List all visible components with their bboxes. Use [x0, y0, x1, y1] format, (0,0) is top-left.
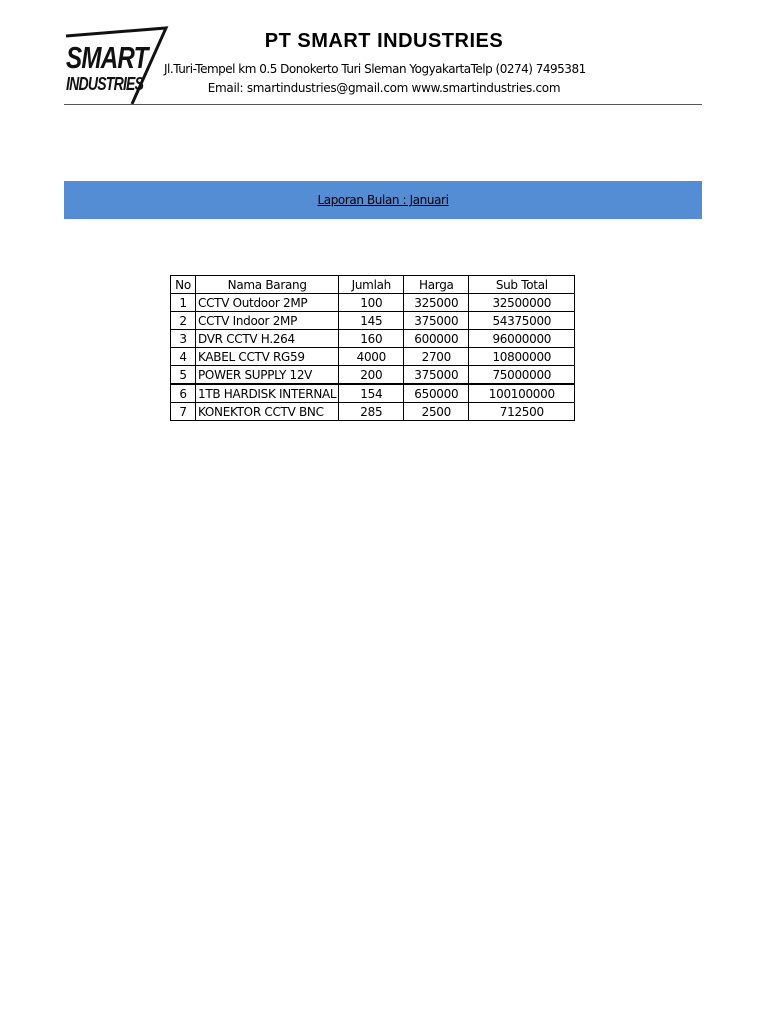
header-no: No — [171, 276, 196, 294]
table-header-row — [171, 276, 575, 294]
cell-subtotal: 32500000 — [469, 294, 575, 312]
cell-name: KABEL CCTV RG59 — [196, 348, 339, 366]
items-table — [170, 275, 575, 421]
cell-name: CCTV Outdoor 2MP — [196, 294, 339, 312]
cell-name: 1TB HARDISK INTERNAL — [196, 384, 339, 403]
cell-qty: 145 — [339, 312, 404, 330]
cell-no: 6 — [171, 384, 196, 403]
logo-line-smart: SMART — [66, 40, 148, 75]
cell-name: KONEKTOR CCTV BNC — [196, 403, 339, 421]
cell-name: DVR CCTV H.264 — [196, 330, 339, 348]
cell-price: 600000 — [404, 330, 469, 348]
cell-no: 4 — [171, 348, 196, 366]
cell-name: POWER SUPPLY 12V — [196, 366, 339, 385]
table-row — [171, 312, 575, 330]
table-row — [171, 294, 575, 312]
header-name: Nama Barang — [196, 276, 339, 294]
report-title: Laporan Bulan : Januari — [317, 193, 449, 207]
cell-name: CCTV Indoor 2MP — [196, 312, 339, 330]
cell-price: 375000 — [404, 312, 469, 330]
cell-price: 375000 — [404, 366, 469, 385]
report-banner — [64, 181, 702, 219]
cell-subtotal: 54375000 — [469, 312, 575, 330]
cell-no: 7 — [171, 403, 196, 421]
cell-subtotal: 96000000 — [469, 330, 575, 348]
header-divider — [64, 104, 702, 105]
cell-price: 2700 — [404, 348, 469, 366]
table-row — [171, 403, 575, 421]
cell-qty: 4000 — [339, 348, 404, 366]
cell-qty: 285 — [339, 403, 404, 421]
table-row — [171, 366, 575, 385]
table-row — [171, 330, 575, 348]
header-price: Harga — [404, 276, 469, 294]
table-row — [171, 348, 575, 366]
cell-qty: 154 — [339, 384, 404, 403]
cell-qty: 200 — [339, 366, 404, 385]
cell-subtotal: 712500 — [469, 403, 575, 421]
logo-line-industries: INDUSTRIES — [66, 74, 144, 94]
cell-no: 1 — [171, 294, 196, 312]
table-row — [171, 384, 575, 403]
cell-no: 5 — [171, 366, 196, 385]
cell-price: 325000 — [404, 294, 469, 312]
cell-subtotal: 75000000 — [469, 366, 575, 385]
cell-price: 2500 — [404, 403, 469, 421]
company-name: PT SMART INDUSTRIES — [264, 30, 504, 52]
cell-no: 3 — [171, 330, 196, 348]
header-subtotal: Sub Total — [469, 276, 575, 294]
cell-qty: 160 — [339, 330, 404, 348]
cell-price: 650000 — [404, 384, 469, 403]
cell-subtotal: 10800000 — [469, 348, 575, 366]
cell-qty: 100 — [339, 294, 404, 312]
cell-no: 2 — [171, 312, 196, 330]
company-address: Jl.Turi-Tempel km 0.5 Donokerto Turi Sleman YogyakartaTelp (0274) 7495381 — [164, 62, 586, 76]
cell-subtotal: 100100000 — [469, 384, 575, 403]
header-qty: Jumlah — [339, 276, 404, 294]
company-contact: Email: smartindustries@gmail.com www.smartindustries.com — [207, 81, 561, 95]
